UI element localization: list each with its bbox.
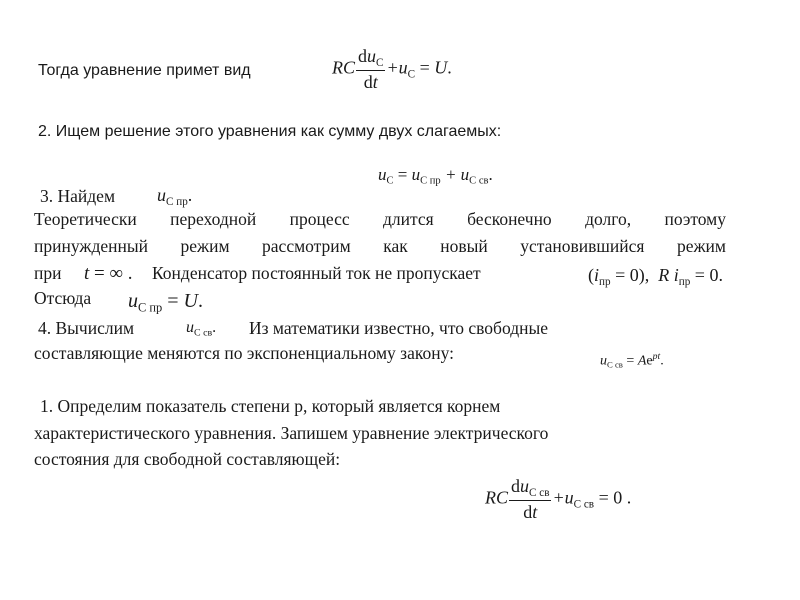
text-line-intro: Тогда уравнение примет вид (38, 62, 251, 79)
text-line-theory-2: принужденный режим рассмотрим как новый установившийся режим (34, 236, 726, 256)
text-line-step4: 4. Вычислим (38, 318, 135, 338)
formula-uc-pr: $u_{C пр}$. (157, 185, 193, 208)
formula-ucsv-exponent: $u_{C св} = Ae^{pt}$. (600, 351, 664, 370)
formula-free-component-equation: RC $\frac{du_{C св}}{dt}$ $+u_{C св} = 0$ . (485, 476, 632, 522)
formula-ipr-zero: $(i_{пр} = 0)$, R $i_{пр} = 0$. (588, 265, 723, 288)
text-line-step3: 3. Найдем (40, 186, 116, 206)
formula-rc-equation: RC $\frac{du_C}{dt}$ $+u_C = U$. (332, 46, 452, 92)
text-line-when: при (34, 263, 62, 283)
text-line-step2: 2. Ищем решение этого уравнения как сумму двух слагаемых: (38, 123, 502, 140)
formula-uc-sum: $u_C = u_{C пр} + u_{C св}$. (378, 165, 493, 187)
formula-ucpr-equals-u: $u_{C пр} = U$. (128, 290, 203, 315)
text-line-theory-1: Теоретически переходной процесс длится бесконечно долго, поэтому (34, 209, 726, 229)
text-line-hence: Отсюда (34, 288, 92, 308)
text-line-characteristic: характеристического уравнения. Запишем уравнение электрического (34, 423, 549, 443)
text-line-free-state: состояния для свободной составляющей: (34, 449, 341, 469)
text-line-exponential: составляющие меняются по экспоненциальному закону: (34, 343, 454, 363)
text-line-capacitor: Конденсатор постоянный ток не пропускает (152, 263, 481, 283)
formula-ucsv: $u_{C св}$. (186, 319, 217, 339)
text-line-math-known: Из математики известно, что свободные (249, 318, 549, 338)
text-line-exponent-def: 1. Определим показатель степени p, который является корнем (40, 396, 501, 416)
formula-t-infinity: t = ∞ . (84, 263, 133, 284)
